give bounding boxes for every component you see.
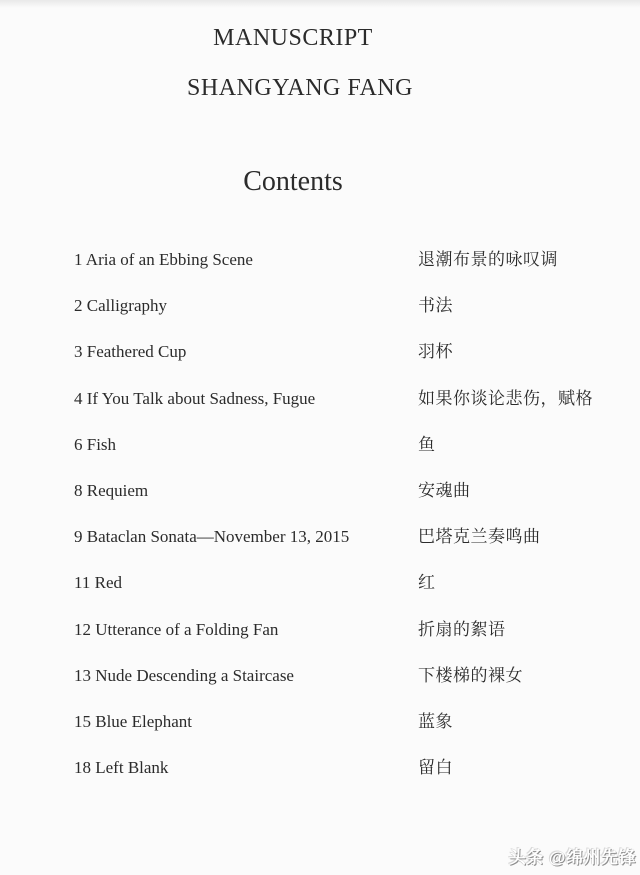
toc-row <box>74 758 620 804</box>
toc-row <box>74 620 620 666</box>
toc-entry-title: 2 Calligraphy <box>74 296 168 316</box>
toc-entry-translation: 折扇的絮语 <box>418 619 506 639</box>
contents-heading: Contents <box>243 166 343 197</box>
toc-entry-translation: 鱼 <box>418 434 436 454</box>
toc-row <box>74 481 620 527</box>
toc-entry-title: 6 Fish <box>74 434 117 454</box>
toc-entry-translation: 羽杯 <box>418 342 453 362</box>
toc-entry-title: 8 Requiem <box>74 480 149 500</box>
table-of-contents <box>74 250 620 804</box>
toc-entry-translation: 下楼梯的裸女 <box>418 665 523 685</box>
toc-entry-translation: 如果你谈论悲伤，赋格 <box>418 388 593 408</box>
toc-entry-title: 12 Utterance of a Folding Fan <box>74 619 279 639</box>
toc-row <box>74 712 620 758</box>
toc-entry-title: 3 Feathered Cup <box>74 342 187 362</box>
toc-row <box>74 250 620 296</box>
toc-row <box>74 527 620 573</box>
toc-row <box>74 389 620 435</box>
toc-row <box>74 573 620 619</box>
toc-entry-translation: 书法 <box>418 296 453 316</box>
toc-entry-title: 1 Aria of an Ebbing Scene <box>74 250 253 269</box>
toc-entry-translation: 留白 <box>418 758 453 778</box>
toc-entry-title: 13 Nude Descending a Staircase <box>74 665 294 685</box>
page-title: MANUSCRIPT <box>213 25 373 51</box>
toc-entry-title: 15 Blue Elephant <box>74 711 193 731</box>
toc-entry-translation: 巴塔克兰奏鸣曲 <box>418 527 541 547</box>
toc-entry-title: 9 Bataclan Sonata—November 13, 2015 <box>74 527 350 547</box>
toutiao-watermark: 头条 @绵州先锋 <box>508 848 636 867</box>
toc-entry-title: 4 If You Talk about Sadness, Fugue <box>74 388 316 408</box>
toc-entry-translation: 退潮布景的咏叹调 <box>418 250 558 269</box>
toc-entry-title: 11 Red <box>74 573 123 593</box>
toc-row <box>74 666 620 712</box>
toc-row <box>74 435 620 481</box>
toc-entry-title: 18 Left Blank <box>74 758 169 778</box>
toc-entry-translation: 安魂曲 <box>418 480 471 500</box>
toc-row <box>74 342 620 388</box>
toc-entry-translation: 红 <box>418 573 436 593</box>
toc-entry-translation: 蓝象 <box>418 711 453 731</box>
toc-row <box>74 296 620 342</box>
page-author: SHANGYANG FANG <box>187 75 413 101</box>
